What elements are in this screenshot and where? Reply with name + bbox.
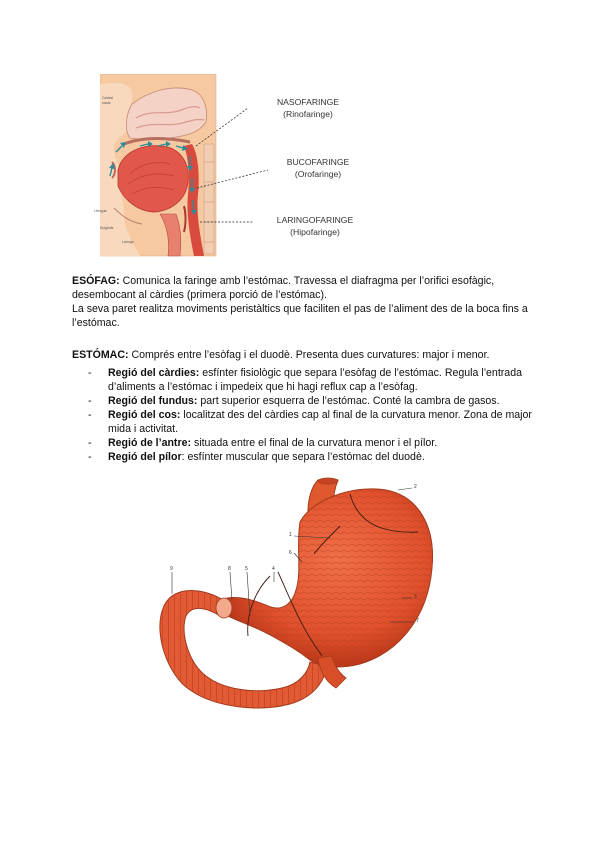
estomac-text: Comprés entre l’esòfag i el duodè. Presenta dues curvatures: major i menor. [128,349,490,361]
label-laringofaringe [260,214,370,238]
esofag-paragraph-1 [72,274,542,302]
tiny-label-llengua: Llengua [94,209,107,213]
list-dash: - [88,367,92,379]
stomach-label-4: 4 [272,566,275,572]
label-bucofaringe-sub: (Orofaringe) [294,169,342,179]
tiny-label-cavitat: Cavitat [102,96,113,100]
label-laringofaringe-name: LARINGOFARINGE [276,215,354,225]
list-dash: - [88,395,92,407]
stomach-label-2: 2 [414,484,417,490]
region-title: Regió del pílor [108,451,182,463]
list-item [88,436,538,450]
estomac-heading: ESTÓMAC: [72,349,129,361]
tiny-label-nasal: nasal [102,101,111,105]
list-item [88,450,538,464]
region-title: Regió del càrdies: [108,367,200,379]
label-nasofaringe [260,96,356,120]
region-title: Regió de l’antre: [108,437,191,449]
stomach-figure [150,476,440,726]
region-text: esfínter fisiològic que separa l’esòfag de l’estómac. Regula l’entrada d’aliments a l’estómac i impedeix que hi hagi reflux cap a l’esòfag. [108,367,522,393]
pharynx-figure [94,74,400,260]
list-item [88,366,538,394]
region-title: Regió del cos: [108,409,181,421]
list-item [88,394,538,408]
label-nasofaringe-name: NASOFARINGE [276,97,340,107]
estomac-paragraph [72,348,542,362]
region-text: : esfínter muscular que separa l’estómac del duodè. [181,451,425,463]
esofag-text-1: Comunica la faringe amb l’estómac. Travessa el diafragma per l’orifici esofàgic, desembocant al càrdies (primera porció de l’estómac). [72,275,495,301]
esofag-heading: ESÓFAG: [72,275,120,287]
stomach-label-7: 7 [416,618,419,624]
region-text: situada entre el final de la curvatura menor i el pílor. [191,437,438,449]
region-title: Regió del fundus: [108,395,198,407]
esofag-section [72,274,542,330]
label-nasofaringe-sub: (Rinofaringe) [283,109,333,119]
stomach-label-8: 8 [228,566,231,572]
tiny-label-epiglotis: Epiglotis [100,226,114,230]
list-dash: - [88,409,92,421]
stomach-label-6: 6 [289,550,292,556]
stomach-label-1: 1 [289,532,292,538]
list-item [88,408,538,436]
tiny-label-laringe: Laringe [122,240,134,244]
estomac-section [72,348,542,362]
stomach-label-3: 3 [414,594,417,600]
stomach-illustration [150,476,440,726]
stomach-label-5: 5 [245,566,248,572]
list-dash: - [88,451,92,463]
stomach-regions-list [88,366,538,464]
list-dash: - [88,437,92,449]
stomach-label-9: 9 [170,566,173,572]
region-text: localitzat des del càrdies cap al final de la curvatura menor. Zona de major mida i activitat. [108,409,532,435]
region-text: part superior esquerra de l’estómac. Conté la cambra de gasos. [197,395,500,407]
esofag-paragraph-2: La seva paret realitza moviments peristàltics que faciliten el pas de l’aliment des de la boca fins a l’estómac. [72,303,528,329]
label-laringofaringe-sub: (Hipofaringe) [290,227,340,237]
label-bucofaringe [270,156,366,180]
label-bucofaringe-name: BUCOFARINGE [286,157,350,167]
